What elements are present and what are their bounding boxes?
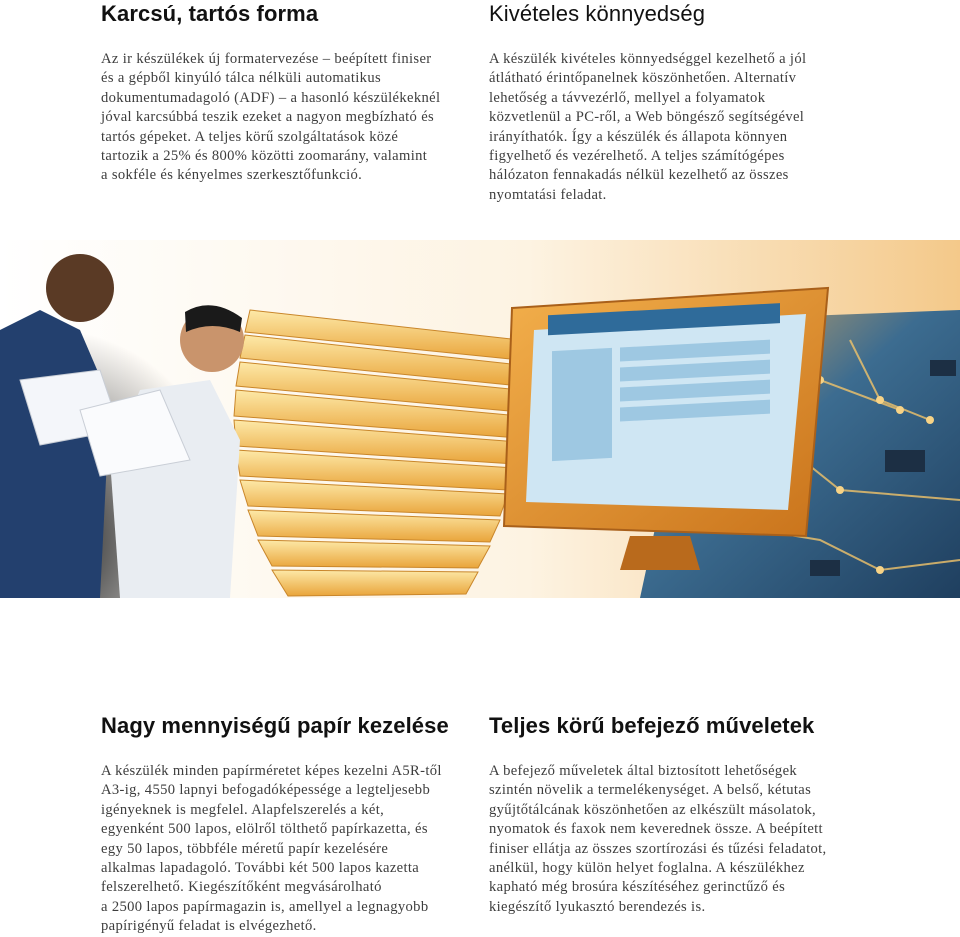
body-line: közvetlenül a PC-ről, a Web böngésző segítségével — [489, 109, 805, 126]
section-heading: Nagy mennyiségű papír kezelése — [101, 713, 449, 738]
body-line: lehetőség a távvezérlő, mellyel a folyamatok — [489, 89, 766, 106]
paper-stack — [234, 310, 520, 596]
body-line: dokumentumadagoló (ADF) – a hasonló készülékeknél — [101, 89, 441, 106]
body-line: anélkül, hogy külön helyet foglalna. A készülékhez — [489, 860, 805, 877]
body-line: alkalmas lapadagoló. További két 500 lapos kazetta — [101, 860, 420, 877]
body-line: figyelhető és vezérelhető. A teljes számítógépes — [489, 148, 785, 165]
body-line: átlátható érintőpanelnek köszönhetően. Alternatív — [489, 70, 797, 87]
body-line: jóval karcsúbbá teszik ezeket a nagyon megbízható és — [101, 109, 435, 126]
body-line: egyenként 500 lapos, elölről tölthető papírkazetta, és — [101, 821, 428, 838]
section-body — [101, 50, 463, 186]
body-line: irányíthatók. Így a készülék és állapota könnyen — [489, 128, 788, 145]
body-line: tartozik a 25% és 800% közötti zoomarány, valamint — [101, 148, 428, 165]
body-line: papírigényű feladat is elvégezhető. — [101, 918, 317, 935]
section-slim-design — [101, 0, 463, 186]
body-line: A3-ig, 4550 lapnyi befogadóképessége a legteljesebb — [101, 782, 431, 799]
section-body — [489, 762, 851, 917]
body-line: egy 50 lapos, többféle méretű papír kezelésére — [101, 840, 389, 857]
body-line: Az ir készülékek új formatervezése – beépített finiser — [101, 51, 432, 67]
monitor — [504, 288, 828, 570]
body-line: a sokféle és kényelmes szerkesztőfunkció. — [101, 167, 363, 184]
product-banner-image — [0, 240, 960, 598]
body-line: A készülék kivételes könnyedséggel kezelhető a jól — [489, 51, 807, 67]
body-line: A készülék minden papírméretet képes kezelni A5R-től — [101, 763, 442, 779]
body-line: nyomatok és faxok nem keverednek össze. A beépített — [489, 821, 823, 838]
body-line: és a gépből kinyúló tálca nélküli automatikus — [101, 70, 381, 87]
section-heading: Karcsú, tartós forma — [101, 1, 319, 26]
body-line: felszerelhető. Kiegészítőként megvásárolható — [101, 879, 382, 896]
body-line: tartós gépeket. A teljes körű szolgáltatások közé — [101, 128, 399, 145]
body-line: kiegészítő lyukasztó berendezés is. — [489, 898, 706, 915]
body-line: finiser ellátja az összes szortírozási és tűzési feladatot, — [489, 840, 827, 857]
section-body — [489, 50, 851, 205]
section-heading: Kivételes könnyedség — [489, 1, 706, 26]
section-ease-of-use — [489, 0, 851, 205]
body-line: gyűjtőtálcának köszönhetően az elkészült másolatok, — [489, 801, 817, 818]
business-people — [0, 254, 260, 598]
body-line: igényeknek is megfelel. Alapfelszerelés a két, — [101, 801, 385, 818]
body-line: a 2500 lapos papírmagazin is, amellyel a legnagyobb — [101, 898, 429, 915]
section-paper-handling — [101, 712, 463, 937]
body-line: szintén növelik a termelékenységet. A belső, kétutas — [489, 782, 812, 799]
section-finishing — [489, 712, 851, 917]
body-line: hálózaton fennakadás nélkül kezelhető az összes — [489, 167, 789, 184]
body-line: kapható még brosúra készítéséhez gerinctűző és — [489, 879, 786, 896]
section-heading: Teljes körű befejező műveletek — [489, 713, 815, 738]
body-line: A befejező műveletek által biztosított lehetőségek — [489, 763, 798, 779]
body-line: nyomtatási feladat. — [489, 186, 607, 203]
section-body — [101, 762, 463, 937]
